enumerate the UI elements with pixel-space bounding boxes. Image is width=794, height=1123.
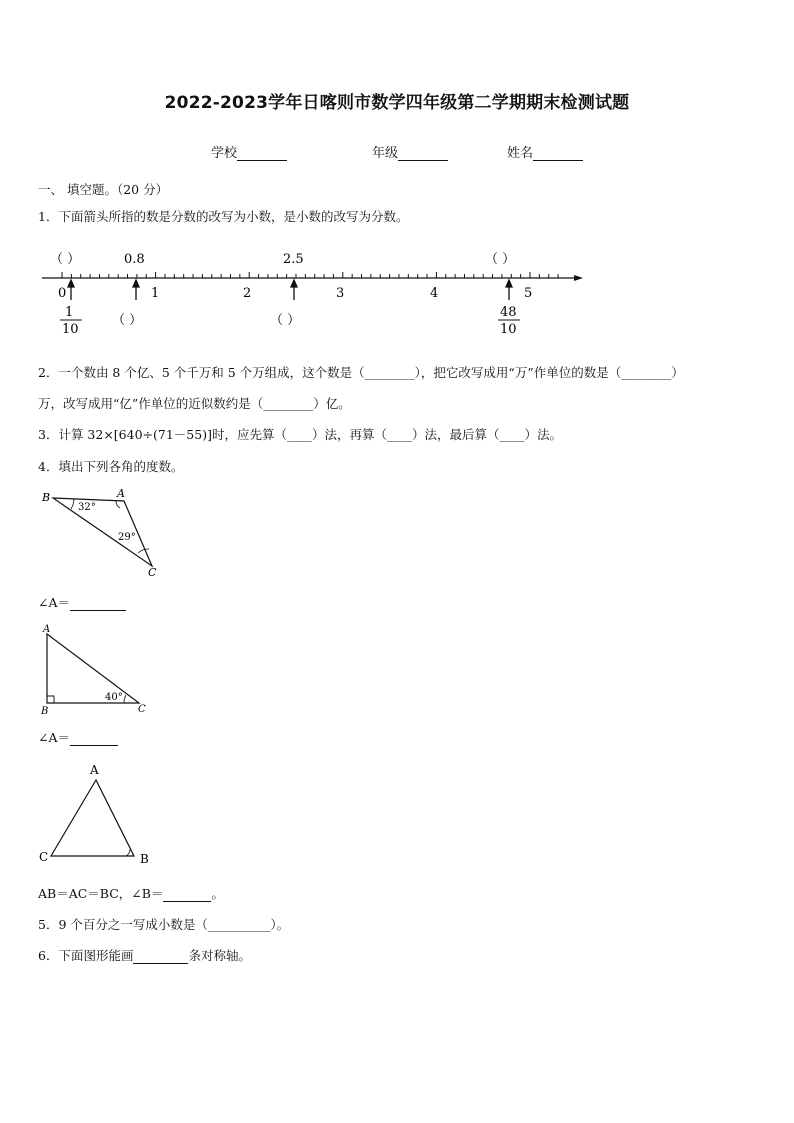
triangle-figure-1 bbox=[38, 486, 168, 578]
name-label: 姓名 bbox=[507, 146, 534, 161]
top-label-2: 0.8 bbox=[124, 252, 145, 267]
fraction2-denominator: 10 bbox=[500, 322, 517, 337]
arrow-up-icon bbox=[68, 280, 74, 300]
angle-arc bbox=[126, 849, 130, 856]
grade-blank[interactable] bbox=[398, 146, 448, 161]
vertex-label-b: B bbox=[140, 852, 149, 866]
question-6-blank[interactable] bbox=[133, 949, 188, 964]
angle-arc bbox=[71, 499, 74, 509]
answer-1-label: ∠A＝ bbox=[38, 595, 71, 610]
arrow-up-icon bbox=[506, 280, 512, 300]
question-6 bbox=[38, 948, 251, 964]
angle-label: 40° bbox=[105, 692, 123, 703]
angle-arc bbox=[138, 549, 149, 553]
vertex-label-c: C bbox=[39, 850, 49, 864]
vertex-label-a: A bbox=[90, 763, 99, 777]
angle-arc bbox=[116, 501, 120, 508]
question-6-text-after: 条对称轴。 bbox=[188, 948, 251, 963]
arrow-up-icon bbox=[133, 280, 139, 300]
grade-field bbox=[372, 142, 448, 161]
answer-3 bbox=[38, 886, 224, 902]
bottom-label-2: （ ） bbox=[270, 313, 301, 328]
answer-3-label: AB＝AC＝BC，∠B＝ bbox=[38, 886, 164, 901]
vertex-label-c: C bbox=[148, 566, 157, 578]
right-angle-mark bbox=[47, 696, 54, 703]
question-6-text-before: 6．下面图形能画 bbox=[38, 948, 134, 963]
answer-1 bbox=[38, 595, 126, 611]
answer-2 bbox=[38, 730, 118, 746]
vertex-label-b: B bbox=[41, 706, 49, 716]
name-blank[interactable] bbox=[533, 146, 583, 161]
answer-3-blank[interactable] bbox=[163, 887, 211, 902]
school-field bbox=[211, 142, 287, 161]
question-2-line1: 2．一个数由 8 个亿、5 个千万和 5 个万组成，这个数是（________），把它改写成用“万”作单位的数是（________） bbox=[38, 365, 684, 380]
tick-label-4: 4 bbox=[430, 286, 439, 301]
tick-marks bbox=[62, 272, 558, 278]
answer-2-blank[interactable] bbox=[70, 731, 118, 746]
question-5: 5．9 个百分之一写成小数是（__________）。 bbox=[38, 917, 290, 932]
tick-label-3: 3 bbox=[336, 286, 345, 301]
name-field bbox=[507, 142, 583, 161]
question-1: 1．下面箭头所指的数是分数的改写为小数，是小数的改写为分数。 bbox=[38, 209, 409, 224]
number-line-figure bbox=[30, 245, 600, 345]
vertex-label-a: A bbox=[117, 487, 125, 500]
top-label-4: （ ） bbox=[485, 252, 516, 267]
fraction1-numerator: 1 bbox=[65, 305, 74, 320]
top-label-3: 2.5 bbox=[283, 252, 304, 267]
angle-label: 32° bbox=[78, 502, 96, 513]
axis-arrow-icon bbox=[574, 275, 583, 281]
tick-label-1: 1 bbox=[151, 286, 160, 301]
top-label-1: （ ） bbox=[50, 252, 81, 267]
angle-arc bbox=[124, 695, 126, 703]
grade-label: 年级 bbox=[372, 146, 399, 161]
arrow-up-icon bbox=[291, 280, 297, 300]
school-label: 学校 bbox=[211, 146, 238, 161]
question-3: 3．计算 32×[640÷(71－55)]时，应先算（____）法，再算（____）法，最后算（____）法。 bbox=[38, 427, 562, 442]
question-2-line2: 万，改写成用“亿”作单位的近似数约是（________）亿。 bbox=[38, 396, 351, 411]
triangle-shape bbox=[47, 634, 139, 703]
triangle-shape bbox=[51, 780, 134, 856]
angle-label: 29° bbox=[118, 532, 136, 543]
vertex-label-c: C bbox=[138, 704, 146, 715]
question-4: 4．填出下列各角的度数。 bbox=[38, 459, 184, 474]
fraction2-numerator: 48 bbox=[500, 305, 517, 320]
triangle-figure-3 bbox=[30, 760, 160, 870]
tick-label-0: 0 bbox=[58, 286, 67, 301]
section1-heading: 一、 填空题。（20 分） bbox=[38, 182, 169, 197]
triangle-figure-2 bbox=[38, 622, 158, 716]
vertex-label-a: A bbox=[43, 624, 51, 635]
tick-label-2: 2 bbox=[243, 286, 252, 301]
vertex-label-b: B bbox=[42, 491, 51, 504]
school-blank[interactable] bbox=[237, 146, 287, 161]
page-title: 2022-2023学年日喀则市数学四年级第二学期期末检测试题 bbox=[164, 93, 630, 113]
tick-label-5: 5 bbox=[524, 286, 533, 301]
bottom-label-1: （ ） bbox=[112, 313, 143, 328]
answer-2-label: ∠A＝ bbox=[38, 730, 71, 745]
triangle-shape bbox=[53, 498, 152, 566]
answer-3-end: 。 bbox=[211, 886, 224, 901]
answer-1-blank[interactable] bbox=[70, 596, 126, 611]
fraction1-denominator: 10 bbox=[62, 322, 79, 337]
